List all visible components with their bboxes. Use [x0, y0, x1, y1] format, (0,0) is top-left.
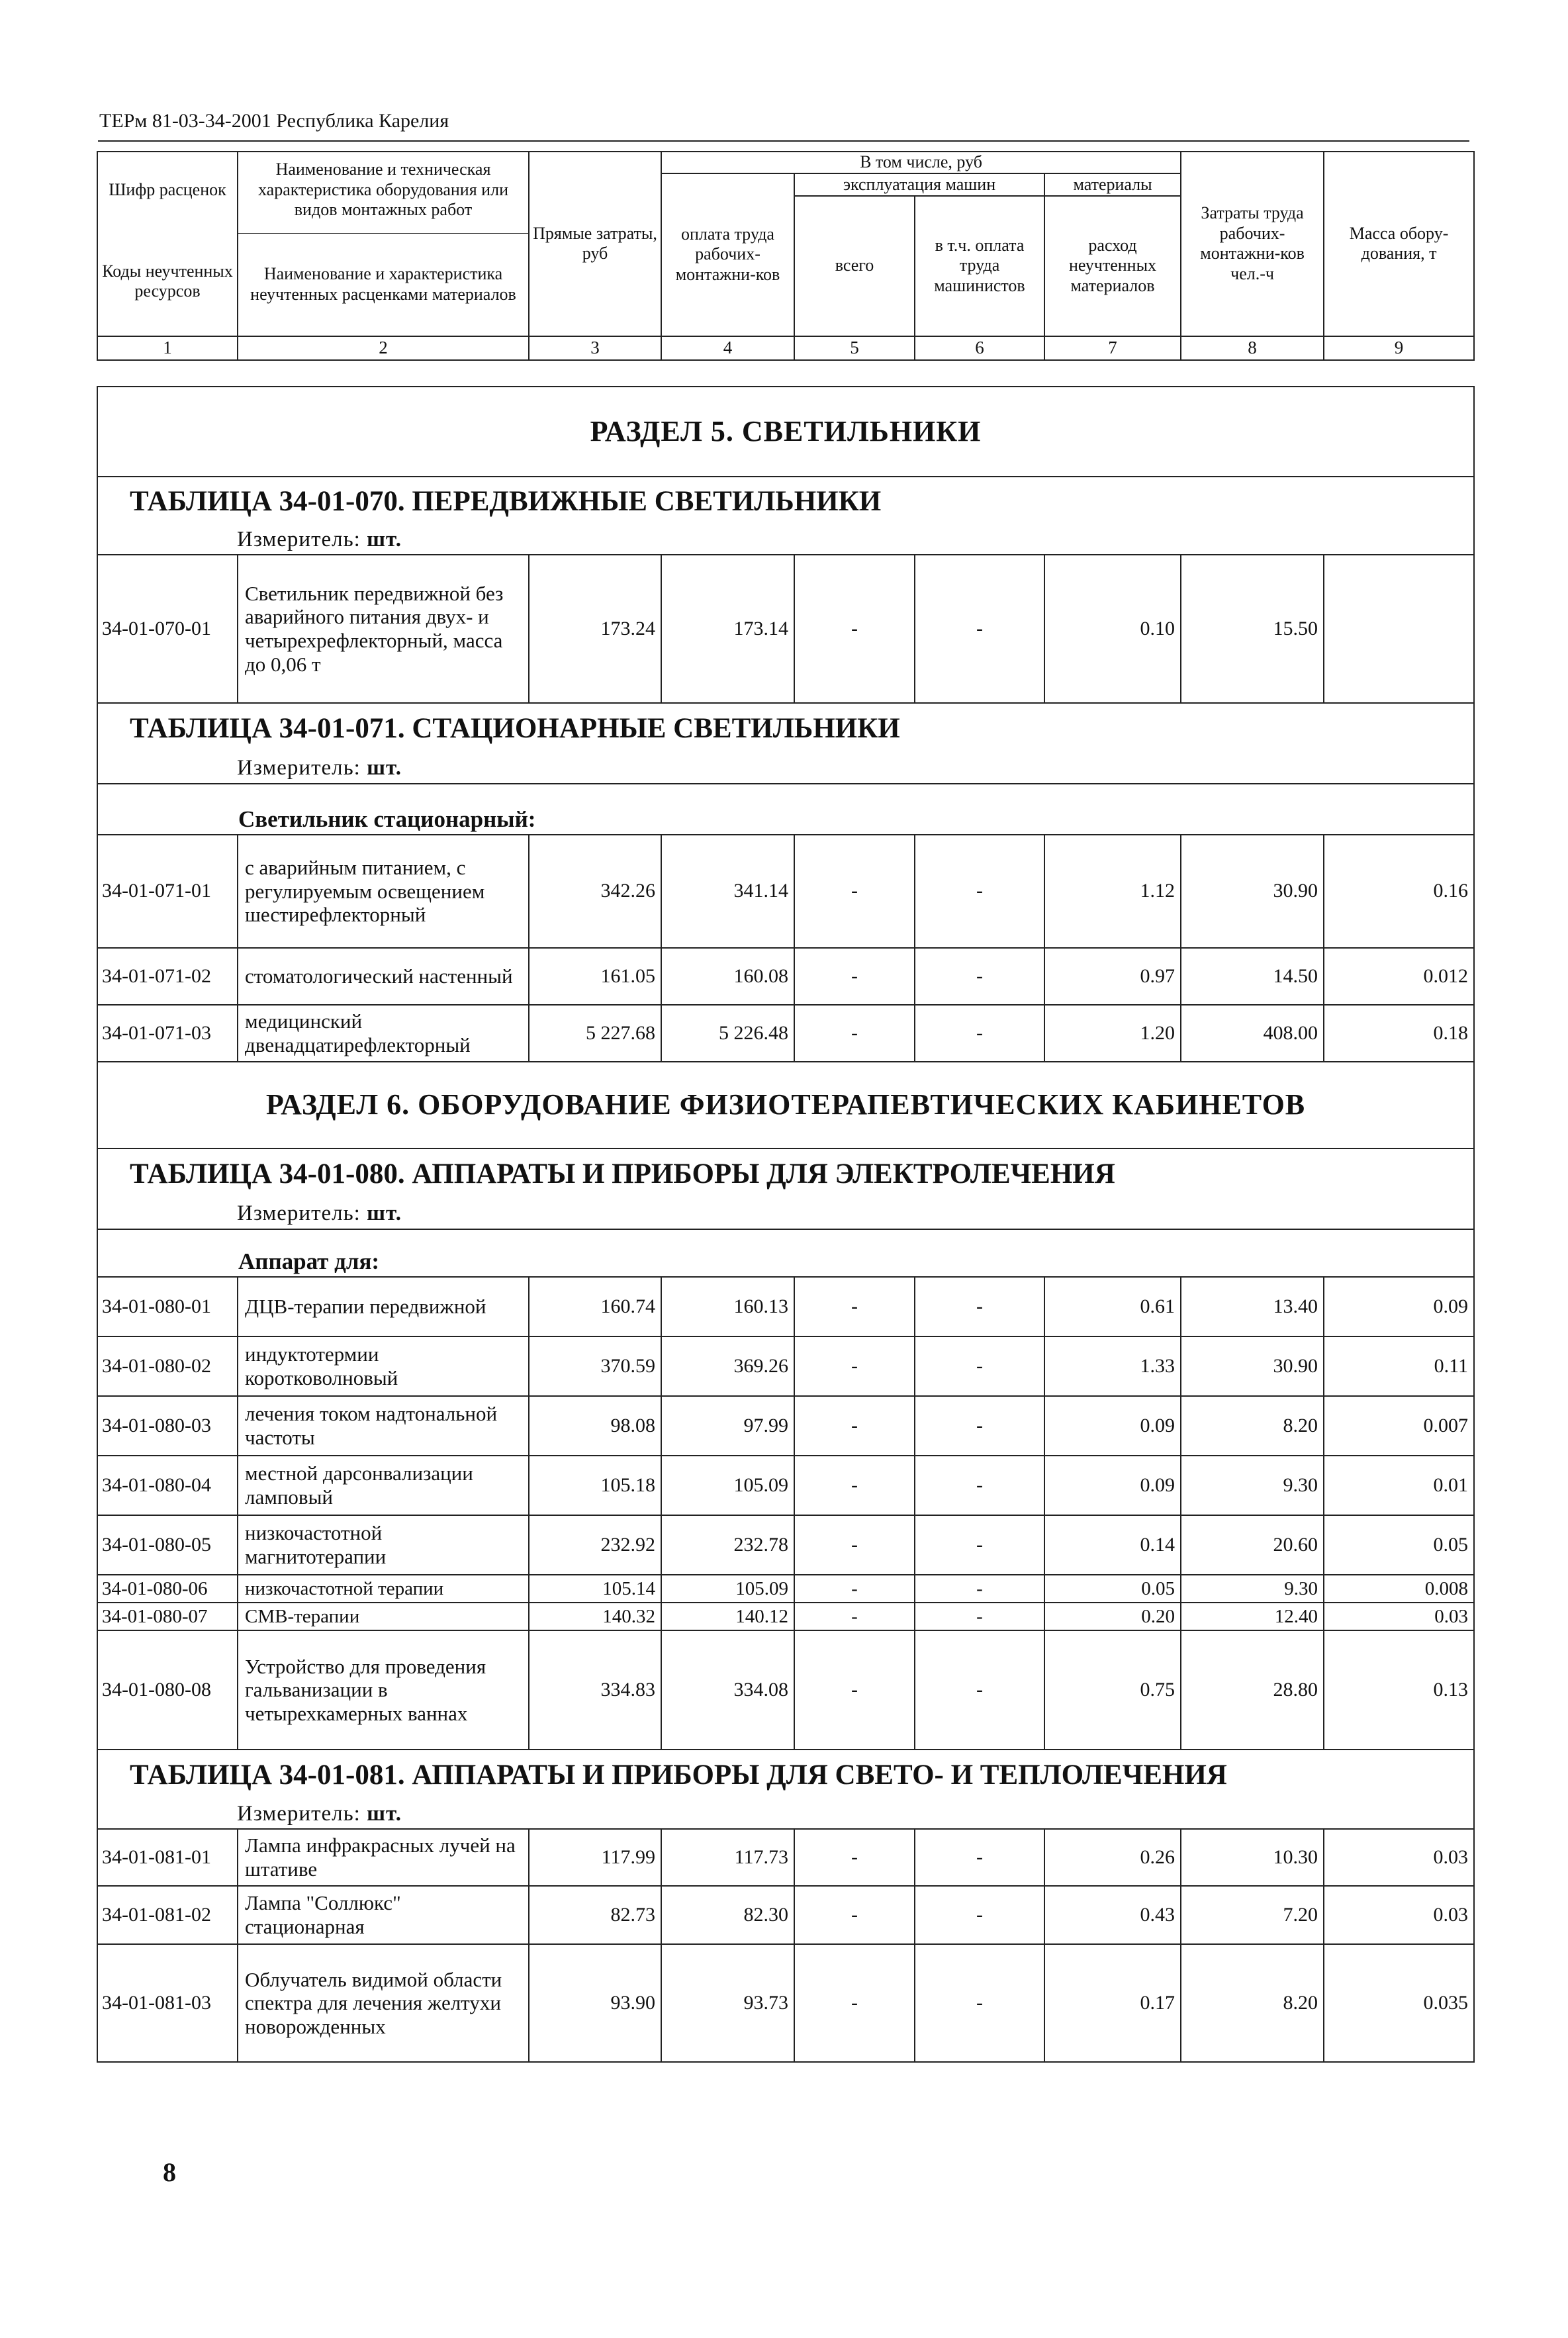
table-row: 34-01-081-02 Лампа "Соллюкс" стационарная 82.73 82.30 - - 0.43 7.20 0.03	[97, 1886, 1474, 1944]
section-title: РАЗДЕЛ 5. СВЕТИЛЬНИКИ	[97, 387, 1474, 477]
header-rule	[98, 140, 1469, 142]
table-title: ТАБЛИЦА 34-01-071. СТАЦИОНАРНЫЕ СВЕТИЛЬНИКИ	[97, 703, 1474, 753]
table-row: 34-01-080-07 СМВ-терапии 140.32 140.12 - - 0.20 12.40 0.03	[97, 1603, 1474, 1630]
col-number: 7	[1044, 336, 1181, 360]
col-number: 4	[661, 336, 794, 360]
measure-unit: Измеритель: шт.	[97, 1199, 1474, 1229]
measure-unit: Измеритель: шт.	[97, 753, 1474, 784]
col-number: 1	[97, 336, 238, 360]
table-row: 34-01-071-01 с аварийным питанием, с регулируемым освещением шестирефлекторный 342.26 341.14 - - 1.12 30.90 0.16	[97, 835, 1474, 948]
running-head: ТЕРм 81-03-34-2001 Республика Карелия	[99, 110, 449, 132]
col-header-machines-total: всего	[794, 196, 915, 336]
column-header-table	[97, 151, 1475, 361]
measure-unit: Измеритель: шт.	[97, 1800, 1474, 1829]
group-heading: Аппарат для:	[97, 1229, 1474, 1277]
page-number: 8	[163, 2157, 176, 2187]
table-row: 34-01-070-01 Светильник передвижной без аварийного питания двух- и четырехрефлекторный, масса до 0,06 т 173.24 173.14 - - 0.10 15.50	[97, 555, 1474, 703]
col-header-code: Шифр расценок	[97, 152, 238, 228]
table-row: 34-01-080-05 низкочастотной магнитотерапии 232.92 232.78 - - 0.14 20.60 0.05	[97, 1515, 1474, 1575]
col-header-machine-operation: эксплуатация машин	[794, 173, 1044, 196]
col-header-operators-pay: в т.ч. оплата труда машинистов	[915, 196, 1044, 336]
group-heading: Светильник стационарный:	[97, 784, 1474, 835]
col-header-including: В том числе, руб	[661, 152, 1181, 173]
col-header-name: Наименование и техническая характеристика оборудования или видов монтажных работ	[238, 152, 529, 228]
rates-table	[97, 386, 1475, 2063]
col-header-direct-costs: Прямые затраты, руб	[529, 152, 661, 336]
table-title: ТАБЛИЦА 34-01-080. АППАРАТЫ И ПРИБОРЫ ДЛЯ ЭЛЕКТРОЛЕЧЕНИЯ	[97, 1148, 1474, 1199]
col-header-unaccounted-materials: расход неучтенных материалов	[1044, 196, 1181, 336]
table-row: 34-01-080-04 местной дарсонвализации ламповый 105.18 105.09 - - 0.09 9.30 0.01	[97, 1456, 1474, 1515]
col-number: 8	[1181, 336, 1324, 360]
col-number: 9	[1324, 336, 1474, 360]
col-number: 3	[529, 336, 661, 360]
table-row: 34-01-080-03 лечения током надтональной частоты 98.08 97.99 - - 0.09 8.20 0.007	[97, 1396, 1474, 1456]
table-row: 34-01-081-03 Облучатель видимой области спектра для лечения желтухи новорожденных 93.90 93.73 - - 0.17 8.20 0.035	[97, 1944, 1474, 2062]
col-header-materials-name: Наименование и характеристика неучтенных расценками материалов	[238, 234, 529, 336]
table-row: 34-01-080-08 Устройство для проведения гальванизации в четырехкамерных ваннах 334.83 334.08 - - 0.75 28.80 0.13	[97, 1630, 1474, 1750]
table-title: ТАБЛИЦА 34-01-070. ПЕРЕДВИЖНЫЕ СВЕТИЛЬНИКИ	[97, 477, 1474, 526]
col-header-labor-pay: оплата труда рабочих-монтажни-ков	[661, 173, 794, 336]
col-header-labor-hours: Затраты труда рабочих-монтажни-ков чел.-ч	[1181, 152, 1324, 336]
table-row: 34-01-080-01 ДЦВ-терапии передвижной 160.74 160.13 - - 0.61 13.40 0.09	[97, 1277, 1474, 1336]
table-row: 34-01-080-06 низкочастотной терапии 105.14 105.09 - - 0.05 9.30 0.008	[97, 1575, 1474, 1603]
section-title: РАЗДЕЛ 6. ОБОРУДОВАНИЕ ФИЗИОТЕРАПЕВТИЧЕСКИХ КАБИНЕТОВ	[97, 1062, 1474, 1148]
measure-unit: Измеритель: шт.	[97, 526, 1474, 555]
table-row: 34-01-081-01 Лампа инфракрасных лучей на штативе 117.99 117.73 - - 0.26 10.30 0.03	[97, 1829, 1474, 1886]
col-header-equipment-mass: Масса обору-дования, т	[1324, 152, 1474, 336]
table-row: 34-01-080-02 индуктотермии коротковолновый 370.59 369.26 - - 1.33 30.90 0.11	[97, 1336, 1474, 1396]
col-number: 2	[238, 336, 529, 360]
col-header-materials: материалы	[1044, 173, 1181, 196]
col-number: 6	[915, 336, 1044, 360]
col-header-resource-codes: Коды неучтенных ресурсов	[97, 228, 238, 336]
table-title: ТАБЛИЦА 34-01-081. АППАРАТЫ И ПРИБОРЫ ДЛЯ СВЕТО- И ТЕПЛОЛЕЧЕНИЯ	[97, 1750, 1474, 1800]
col-number: 5	[794, 336, 915, 360]
table-row: 34-01-071-03 медицинский двенадцатирефлекторный 5 227.68 5 226.48 - - 1.20 408.00 0.18	[97, 1005, 1474, 1062]
table-row: 34-01-071-02 стоматологический настенный 161.05 160.08 - - 0.97 14.50 0.012	[97, 948, 1474, 1005]
